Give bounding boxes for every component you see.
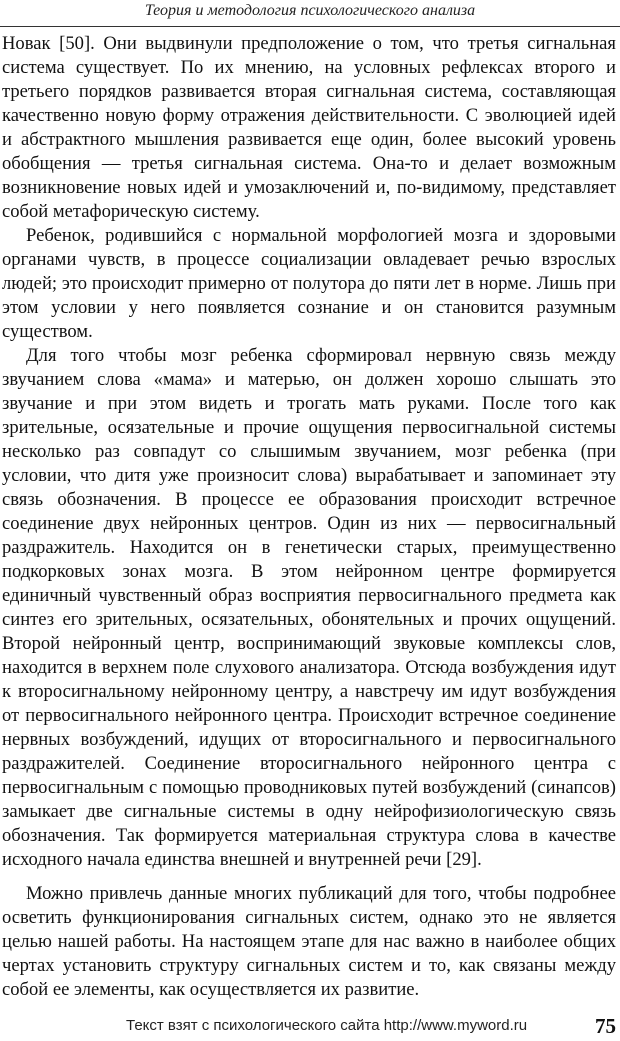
body-text [2,32,616,1002]
running-head: Теория и методология психологического анализа [144,2,476,19]
page-footer [0,1012,620,1040]
paragraph-child-socialization: Ребенок, родившийся с нормальной морфологией мозга и здоровыми органами чувств, в процессе социализации овладевает речью взрослых людей; это происходит примерно от полутора до пяти лет в норме. Лишь при этом условии у него появляется сознание и он становится разумным существом. [2,225,616,342]
source-note: Текст взят с психологического сайта http://www.myword.ru [126,1017,528,1034]
paragraph-neural-connection: Для того чтобы мозг ребенка сформировал нервную связь между звучанием слова «мама» и матерью, он должен хорошо слышать это звучание и при этом видеть и трогать мать руками. После того как зрительные, осязательные и прочие ощущения первосигнальной системы несколько раз совпадут со слышимым звучанием, мозг ребенка (при условии, что дитя уже произносит слова) вырабатывает и запоминает эту связь обозначения. В процессе ее образования происходит встречное соединение двух нейронных центров. Один из них — первосигнальный раздражитель. Находится он в генетически старых, преимущественно подкорковых зонах мозга. В этом нейронном центре формируется единичный чувственный образ восприятия первосигнального предмета как синтез его зрительных, осязательных, обонятельных и прочих ощущений. Второй нейронный центр, воспринимающий звуковые комплексы слов, находится в верхнем поле слухового анализатора. Отсюда возбуждения идут к второсигнальному нейронному центру, а навстречу им идут возбуждения от первосигнального нейронного центра. Происходит встречное соединение нервных возбуждений, идущих от второсигнального и первосигнального раздражителей. Соединение второсигнального нейронного центра с первосигнальным с помощью проводниковых путей возбуждений (синапсов) замыкает две сигнальные системы в одну нейрофизиологическую связь обозначения. Так формируется материальная структура слова в качестве исходного начала единства внешней и внутренней речи [29]. [2,345,616,870]
paragraph-continuation: Новак [50]. Они выдвинули предположение о том, что третья сигнальная система существует. По их мнению, на условных рефлексах второго и третьего порядков развивается вторая сигнальная система, составляющая качественно новую форму отражения действительности. С эволюцией идей и абстрактного мышления развивается еще один, более высокий уровень обобщения — третья сигнальная система. Она-то и делает возможным возникновение новых идей и умозаключений и, по-видимому, представляет собой метафорическую систему. [2,33,616,222]
page-number: 75 [595,1014,616,1038]
paragraph-conclusion: Можно привлечь данные многих публикаций для того, чтобы подробнее осветить функционирования сигнальных систем, однако это не является целью нашей работы. На настоящем этапе для нас важно в наиболее общих чертах установить структуру сигнальных систем и то, как связаны между собой ее элементы, как осуществляется их развитие. [2,883,616,1000]
header-rule [0,26,620,27]
